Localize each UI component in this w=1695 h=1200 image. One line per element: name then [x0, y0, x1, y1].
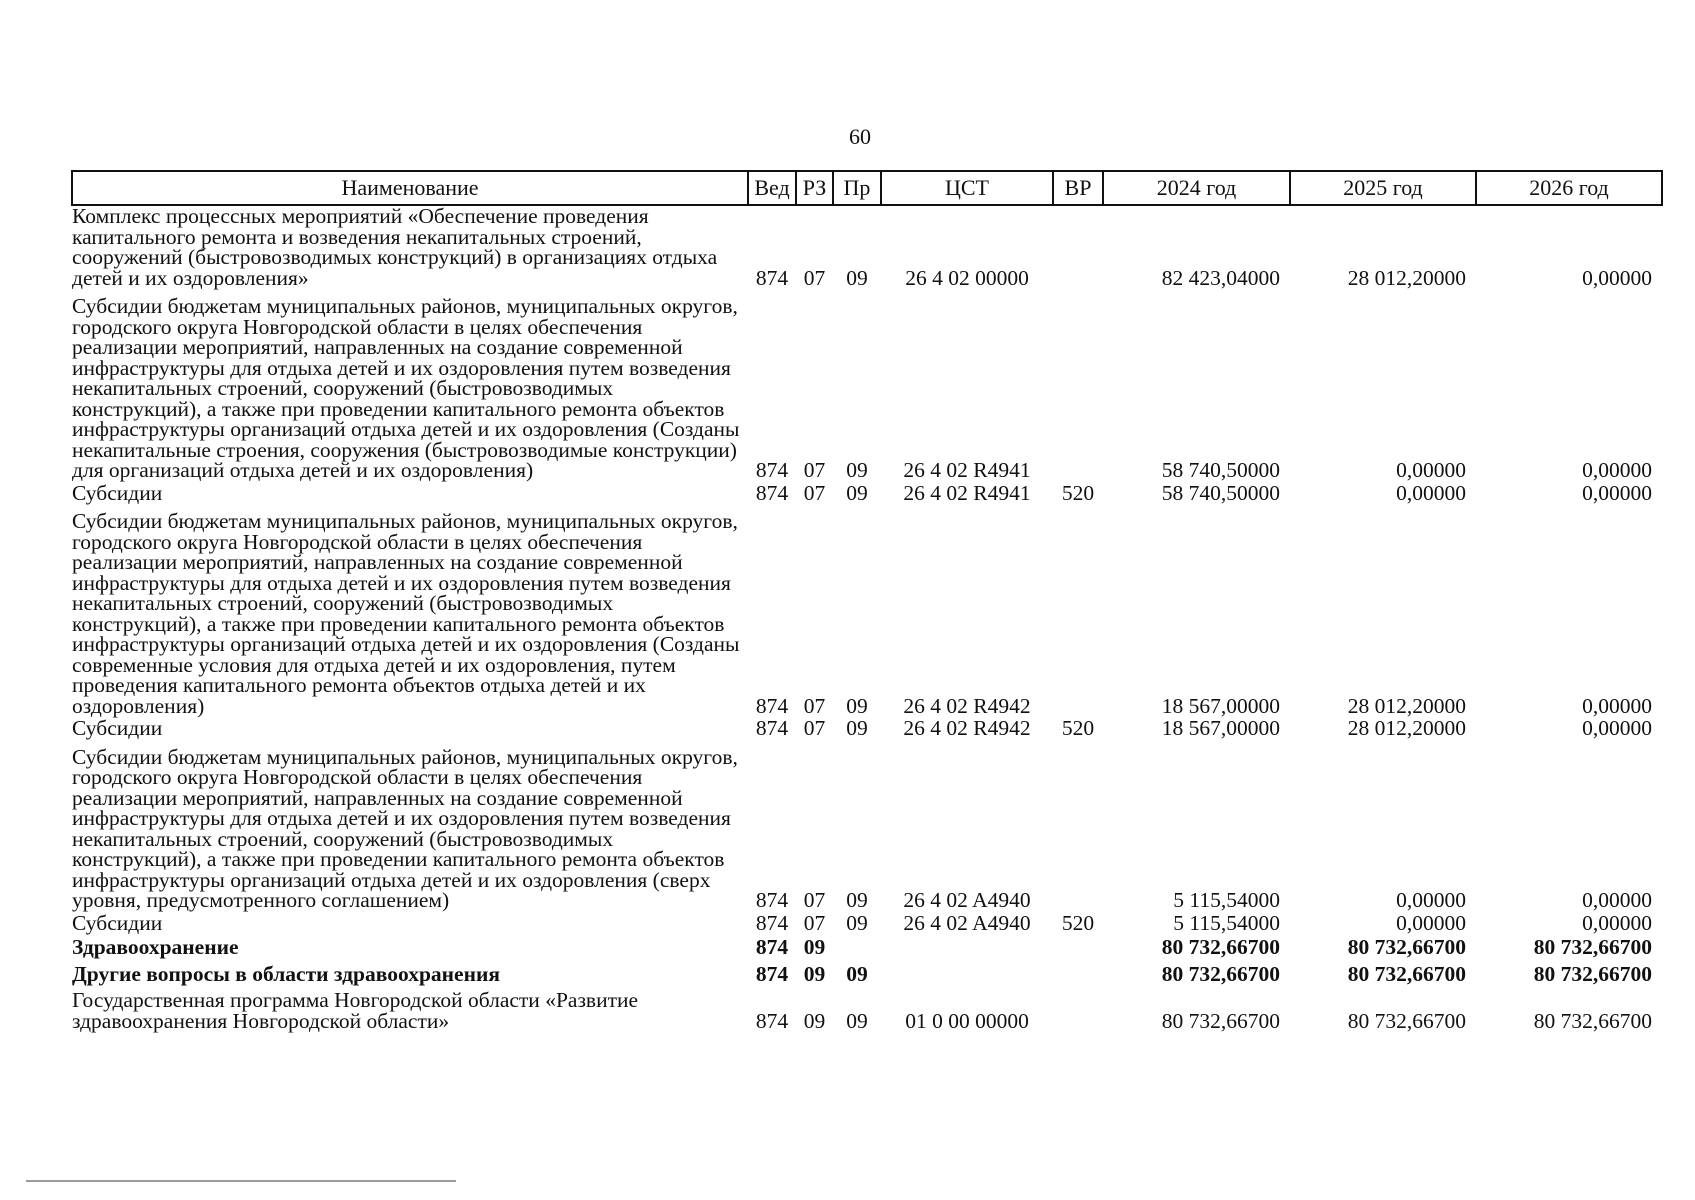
cell-cst: 26 4 02 R4941 [903, 480, 1031, 505]
cell-2026: 0,00000 [1582, 716, 1652, 740]
cell-name: Субсидии [72, 910, 163, 935]
cell-2026: 0,00000 [1582, 910, 1652, 935]
cell-rz: 07 [803, 910, 826, 935]
cell-name: Здравоохранение [72, 935, 239, 959]
cell-2025: 28 012,20000 [1347, 693, 1466, 718]
cell-rz: 07 [803, 888, 826, 912]
cell-2025: 0,00000 [1396, 888, 1466, 912]
budget-table [71, 170, 1663, 1031]
cell-cst: 01 0 00 00000 [905, 1008, 1029, 1033]
cell-vr [1053, 958, 1103, 985]
cell-rz: 09 [803, 935, 826, 959]
table-row [72, 958, 1662, 985]
header-cell-ved: Вед [748, 171, 796, 205]
cell-ved: 874 [755, 716, 789, 740]
cell-ved: 874 [755, 458, 789, 482]
cell-ved: 874 [755, 693, 789, 718]
cell-name: Субсидии бюджетам муниципальных районов, муниципальных округов, городского округа Новгородской области в целях обеспечения реализации мероприятий, направленных на создание современной инфраструктуры для отдыха детей и их оздоровления путем возведения некапитальных строений, сооружений (быстровозводимых конструкций), а также при проведении капитального ремонта объектов инфраструктуры организаций отдыха детей и их оздоровления (Созданы некапитальные строения, сооружения (быстровозводимые конструкции) для организаций отдыха детей и их оздоровления) [72, 294, 740, 482]
cell-pr: 09 [846, 265, 868, 290]
cell-vr: 520 [1061, 910, 1095, 935]
cell-ved: 874 [755, 935, 789, 959]
cell-ved: 874 [755, 888, 789, 912]
cell-pr: 09 [846, 458, 868, 482]
header-cell-2025: 2025 год [1290, 171, 1476, 205]
cell-pr: 09 [846, 961, 868, 986]
table-row [72, 288, 1662, 481]
cell-rz: 07 [803, 480, 826, 505]
cell-pr: 09 [846, 910, 868, 935]
cell-2026: 80 732,66700 [1533, 935, 1652, 959]
header-cell-pr: Пр [833, 171, 881, 205]
cell-rz: 07 [803, 458, 826, 482]
cell-rz: 07 [803, 265, 826, 290]
cell-2024: 18 567,00000 [1161, 693, 1280, 718]
cell-2024: 58 740,50000 [1161, 480, 1280, 505]
header-cell-2026: 2026 год [1476, 171, 1662, 205]
cell-2024: 18 567,00000 [1161, 716, 1280, 740]
cell-2026: 0,00000 [1582, 458, 1652, 482]
cell-pr [833, 933, 881, 958]
cell-2024: 58 740,50000 [1161, 458, 1280, 482]
cell-vr: 520 [1061, 716, 1095, 740]
cell-2025: 80 732,66700 [1347, 935, 1466, 959]
cell-name: Комплекс процессных мероприятий «Обеспечение проведения капитального ремонта и возведения некапитальных строений, сооружений (быстровозводимых конструкций) в организациях отдыха детей и их оздоровления» [72, 204, 718, 290]
cell-pr: 09 [846, 888, 868, 912]
page-number: 60 [849, 124, 871, 149]
table-row [72, 716, 1662, 739]
cell-pr: 09 [846, 716, 868, 740]
cell-2024: 5 115,54000 [1173, 910, 1280, 935]
header-cell-name: Наименование [72, 171, 748, 205]
cell-cst: 26 4 02 R4942 [903, 716, 1031, 740]
cell-2026: 80 732,66700 [1533, 961, 1652, 986]
cell-2025: 80 732,66700 [1347, 1008, 1466, 1033]
cell-2025: 80 732,66700 [1347, 961, 1466, 986]
cell-vr [1053, 205, 1103, 288]
cell-2024: 5 115,54000 [1173, 888, 1280, 912]
cell-cst: 26 4 02 A4940 [903, 888, 1031, 912]
cell-2024: 80 732,66700 [1161, 1008, 1280, 1033]
table-row [72, 984, 1662, 1031]
cell-2025: 28 012,20000 [1347, 265, 1466, 290]
cell-name: Субсидии [72, 480, 163, 505]
cell-2026: 0,00000 [1582, 480, 1652, 505]
cell-ved: 874 [755, 910, 789, 935]
table-body [72, 205, 1662, 1031]
cell-rz: 09 [803, 1008, 826, 1033]
header-cell-cst: ЦСТ [881, 171, 1053, 205]
cell-cst [881, 933, 1053, 958]
cell-2024: 80 732,66700 [1161, 961, 1280, 986]
cell-ved: 874 [755, 480, 789, 505]
header-cell-2024: 2024 год [1103, 171, 1290, 205]
cell-rz: 09 [803, 961, 826, 986]
cell-cst: 26 4 02 R4941 [903, 458, 1031, 482]
header-cell-rz: РЗ [796, 171, 833, 205]
table-header-row [72, 171, 1662, 205]
cell-vr [1053, 739, 1103, 911]
cell-pr: 09 [846, 1008, 868, 1033]
cell-vr [1053, 984, 1103, 1031]
cell-name: Субсидии [72, 716, 163, 740]
cell-vr [1053, 288, 1103, 481]
table-row [72, 911, 1662, 934]
cell-cst: 26 4 02 00000 [905, 265, 1029, 290]
cell-2024: 82 423,04000 [1161, 265, 1280, 290]
header-cell-vr: ВР [1053, 171, 1103, 205]
cell-rz: 07 [803, 693, 826, 718]
cell-2025: 0,00000 [1396, 480, 1466, 505]
table-row [72, 205, 1662, 288]
table-row [72, 503, 1662, 716]
table-row [72, 481, 1662, 504]
cell-name: Другие вопросы в области здравоохранения [72, 961, 500, 986]
cell-pr: 09 [846, 693, 868, 718]
cell-ved: 874 [755, 265, 789, 290]
cell-pr: 09 [846, 480, 868, 505]
cell-2024: 80 732,66700 [1161, 935, 1280, 959]
cell-2025: 0,00000 [1396, 910, 1466, 935]
cell-ved: 874 [755, 1008, 789, 1033]
footer-rule [26, 1180, 456, 1182]
cell-cst: 26 4 02 A4940 [903, 910, 1031, 935]
cell-2025: 28 012,20000 [1347, 716, 1466, 740]
table-row [72, 933, 1662, 958]
table-row [72, 739, 1662, 911]
cell-name: Субсидии бюджетам муниципальных районов, муниципальных округов, городского округа Новгородской области в целях обеспечения реализации мероприятий, направленных на создание современной инфраструктуры для отдыха детей и их оздоровления путем возведения некапитальных строений, сооружений (быстровозводимых конструкций), а также при проведении капитального ремонта объектов инфраструктуры организаций отдыха детей и их оздоровления (сверх уровня, предусмотренного соглашением) [72, 744, 738, 912]
cell-ved: 874 [755, 961, 789, 986]
cell-vr [1053, 503, 1103, 716]
cell-rz: 07 [803, 716, 826, 740]
cell-vr: 520 [1061, 480, 1095, 505]
cell-2026: 0,00000 [1582, 265, 1652, 290]
cell-name: Государственная программа Новгородской области «Развитие здравоохранения Новгородской области» [72, 988, 639, 1033]
cell-cst: 26 4 02 R4942 [903, 693, 1031, 718]
cell-2026: 0,00000 [1582, 693, 1652, 718]
cell-2026: 80 732,66700 [1533, 1008, 1652, 1033]
cell-2025: 0,00000 [1396, 458, 1466, 482]
cell-2026: 0,00000 [1582, 888, 1652, 912]
cell-vr [1053, 933, 1103, 958]
cell-name: Субсидии бюджетам муниципальных районов, муниципальных округов, городского округа Новгородской области в целях обеспечения реализации мероприятий, направленных на создание современной инфраструктуры для отдыха детей и их оздоровления путем возведения некапитальных строений, сооружений (быстровозводимых конструкций), а также при проведении капитального ремонта объектов инфраструктуры организаций отдыха детей и их оздоровления (Созданы современные условия для отдыха детей и их оздоровления, путем проведения капитального ремонта объектов отдыха детей и их оздоровления) [72, 509, 740, 718]
cell-cst [881, 958, 1053, 985]
